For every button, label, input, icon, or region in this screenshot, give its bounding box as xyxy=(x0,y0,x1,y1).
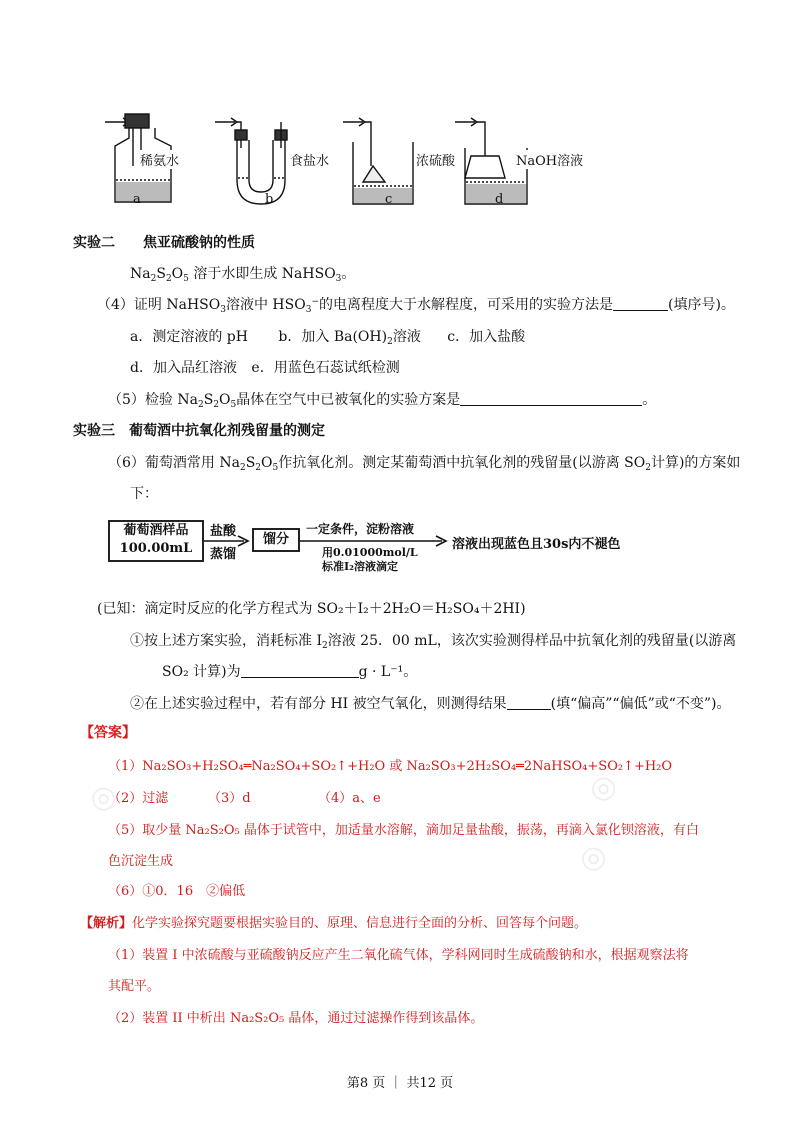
apparatus-a-label: 稀氨水 xyxy=(140,150,179,169)
answer-2: （2）过滤 xyxy=(108,791,169,806)
question-6-1-cont: SO₂ 计算)为 g · L⁻¹。 xyxy=(162,664,418,680)
answer-5-line2: 色沉淀生成 xyxy=(108,854,174,869)
analysis-1-line1: （1）装置 I 中浓硫酸与亚硫酸钠反应产生二氧化硫气体，学科网同时生成硫酸钠和水，根据观察法将 xyxy=(108,948,689,963)
apparatus-c-beaker xyxy=(343,118,413,204)
answer-1: （1）Na₂SO₃+H₂SO₄═Na₂SO₄+SO₂↑+H₂O 或 Na₂SO₃+2H₂SO₄═2NaHSO₄+SO₂↑+H₂O xyxy=(108,759,673,774)
q4-options-row1 xyxy=(130,326,525,347)
answer-5-line1: （5）取少量 Na₂S₂O₅ 晶体于试管中，加适量水溶解，滴加足量盐酸，振荡，再滴入氯化钡溶液，有白 xyxy=(108,823,699,838)
analysis-title: 【解析】 xyxy=(80,916,133,931)
answer-6: （6）①0．16 ②偏低 xyxy=(108,884,246,899)
apparatus-c-label: 浓硫酸 xyxy=(416,150,455,169)
analysis-line xyxy=(80,912,587,931)
watermark-logo: ◎ xyxy=(85,777,121,818)
exp2-intro: $Na_2S_2O_5$ 溶于水即生成 NaHSO$_3$。 xyxy=(130,266,356,284)
answer-4: （4）a、e xyxy=(318,791,381,806)
question-5: （5）检验 $Na_2S_2O_5$晶体在空气中已被氧化的实验方案是 。 xyxy=(108,392,657,410)
answer-title: 【答案】 xyxy=(80,725,136,741)
option-d: d．加入品红溶液 xyxy=(130,360,237,376)
question-4: （4）证明 NaHSO$_3$溶液中 $HSO_3^-$的电离程度大于水解程度，可采用的实验方法是 (填序号)。 xyxy=(97,297,735,315)
question-6-cont: 下： xyxy=(130,486,158,502)
q5-answer-blank[interactable] xyxy=(460,392,642,406)
apparatus-letter-d: d xyxy=(495,192,504,207)
apparatus-letter-c: c xyxy=(385,192,393,207)
flow-arrow2-bottom: 标准I₂溶液滴定 xyxy=(322,560,398,573)
question-6-2: ②在上述实验过程中，若有部分 HI 被空气氧化，则测得结果 (填“偏高”“偏低”或“不变”)。 xyxy=(130,696,731,712)
watermark-logo: ◎ xyxy=(575,837,611,878)
known-equation: (已知：滴定时反应的化学方程式为 SO₂＋I₂＋2H₂O＝H₂SO₄＋2HI) xyxy=(97,601,526,617)
option-e: e．用蓝色石蕊试纸检测 xyxy=(251,360,400,376)
analysis-2: （2）装置 II 中析出 Na₂S₂O₅ 晶体，通过过滤操作得到该晶体。 xyxy=(108,1011,484,1026)
answer-3: （3）d xyxy=(208,791,251,806)
q6-1-answer-blank[interactable] xyxy=(241,664,359,678)
page-footer: 第8 页 ｜ 共12 页 xyxy=(346,1076,454,1091)
exp2-heading: 实验二 焦亚硫酸钠的性质 xyxy=(73,235,255,251)
flow-result: 溶液出现蓝色且30s内不褪色 xyxy=(452,537,621,552)
q6-2-answer-blank[interactable] xyxy=(507,696,551,710)
question-6-1: ①按上述方案实验，消耗标准 $I_2$溶液 25．00 mL，该次实验测得样品中抗氧化剂的残留量(以游离 xyxy=(130,633,737,651)
apparatus-b-label: 食盐水 xyxy=(290,150,329,169)
question-6: （6）葡萄酒常用 $Na_2S_2O_5$作抗氧化剂。测定某葡萄酒中抗氧化剂的残留量(以游离 $SO_2$计算)的方案如 xyxy=(108,455,741,473)
q4-options-row2 xyxy=(130,357,400,377)
flow-box-distillate: 馏分 xyxy=(252,528,300,552)
option-c: c．加入盐酸 xyxy=(447,329,526,345)
analysis-1-line2: 其配平。 xyxy=(108,979,161,994)
option-b: b．加入 $Ba(OH)_2$溶液 xyxy=(278,329,421,347)
option-a: a．测定溶液的 pH xyxy=(130,329,248,345)
flow-arrow2-top: 一定条件，淀粉溶液 xyxy=(306,522,415,536)
flow-arrow1-top: 盐酸 xyxy=(210,524,237,539)
watermark-logo: ◎ xyxy=(585,767,621,808)
flow-arrow1 xyxy=(204,535,250,547)
flow-arrow2-mid: 用0.01000mol/L xyxy=(322,546,418,559)
flow-arrow1-bottom: 蒸馏 xyxy=(210,547,237,562)
apparatus-b-utube xyxy=(215,118,287,204)
analysis-intro: 化学实验探究题要根据实验目的、原理、信息进行全面的分析、回答每个问题。 xyxy=(132,916,588,931)
apparatus-letter-b: b xyxy=(265,192,274,207)
exp3-heading: 实验三 葡萄酒中抗氧化剂残留量的测定 xyxy=(73,423,325,439)
q4-answer-blank[interactable] xyxy=(613,297,668,311)
apparatus-d-label: NaOH溶液 xyxy=(516,150,583,169)
flow-box-sample: 葡萄酒样品 100.00mL xyxy=(108,520,204,562)
apparatus-letter-a: a xyxy=(133,192,141,207)
